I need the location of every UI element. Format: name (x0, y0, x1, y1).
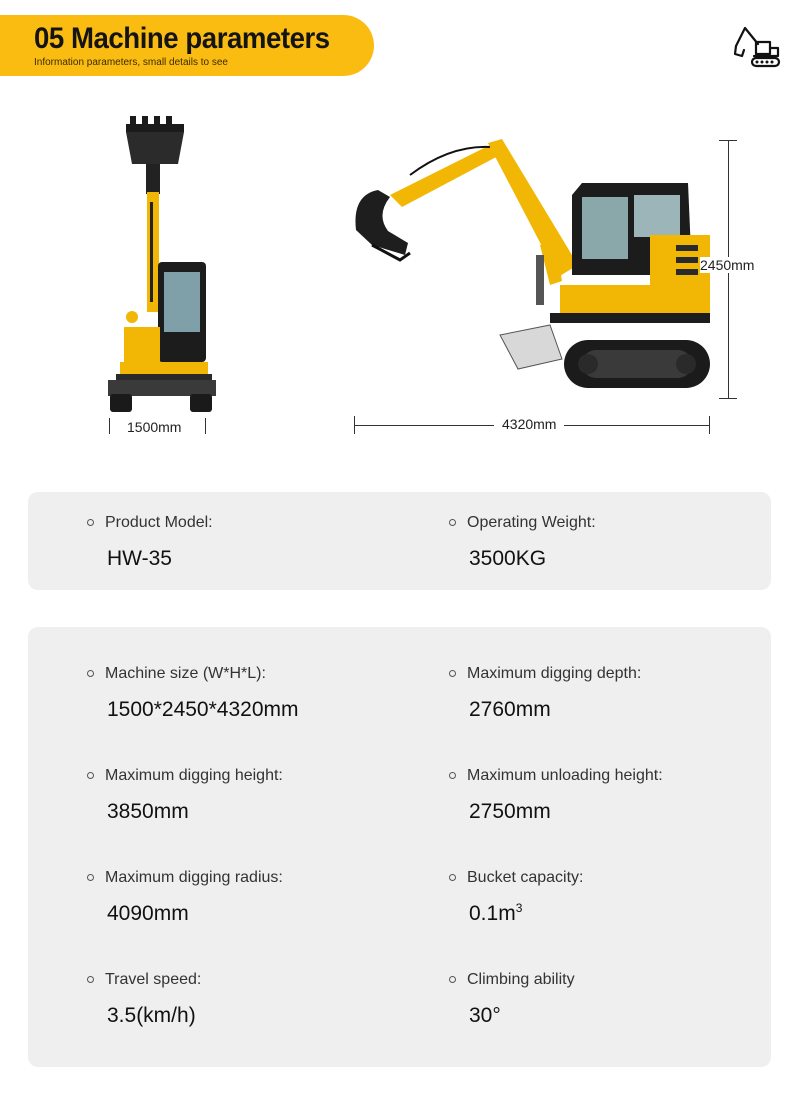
spec-label: Travel speed: (105, 971, 202, 988)
excavator-side-view-image (350, 135, 715, 397)
spec-value: 30° (469, 1004, 501, 1027)
spec-label: Bucket capacity: (467, 869, 584, 886)
spec-value: 2750mm (469, 800, 551, 823)
spec-value (469, 902, 522, 926)
spec-label: Product Model: (105, 514, 213, 531)
spec-label: Maximum unloading height: (467, 767, 663, 784)
excavator-front-view-image (102, 112, 222, 417)
spec-value: 1500*2450*4320mm (107, 698, 299, 721)
spec-label: Maximum digging height: (105, 767, 283, 784)
section-subtitle: Information parameters, small details to see (34, 57, 228, 68)
dimension-tick (205, 418, 206, 434)
section-title: 05 Machine parameters (34, 22, 330, 55)
spec-value-text: 0.1m (469, 902, 516, 925)
dimension-tick (109, 418, 110, 434)
spec-label: Maximum digging depth: (467, 665, 642, 682)
spec-value: 4090mm (107, 902, 189, 925)
spec-value: 3500KG (469, 547, 547, 570)
excavator-logo-icon (732, 24, 782, 70)
specs-panel (28, 627, 771, 1067)
width-dimension: 1500mm (127, 419, 182, 435)
spec-value: HW-35 (107, 547, 172, 570)
spec-value: 2760mm (469, 698, 551, 721)
length-dimension: 4320mm (494, 416, 564, 432)
spec-label: Machine size (W*H*L): (105, 665, 266, 682)
summary-panel (28, 492, 771, 590)
spec-label: Operating Weight: (467, 514, 596, 531)
spec-value: 3850mm (107, 800, 189, 823)
spec-value-superscript: 3 (515, 901, 523, 915)
height-dimension: 2450mm (700, 257, 755, 273)
dimension-tick (719, 398, 737, 399)
spec-label: Maximum digging radius: (105, 869, 283, 886)
spec-label: Climbing ability (467, 971, 575, 988)
spec-value: 3.5(km/h) (107, 1004, 196, 1027)
